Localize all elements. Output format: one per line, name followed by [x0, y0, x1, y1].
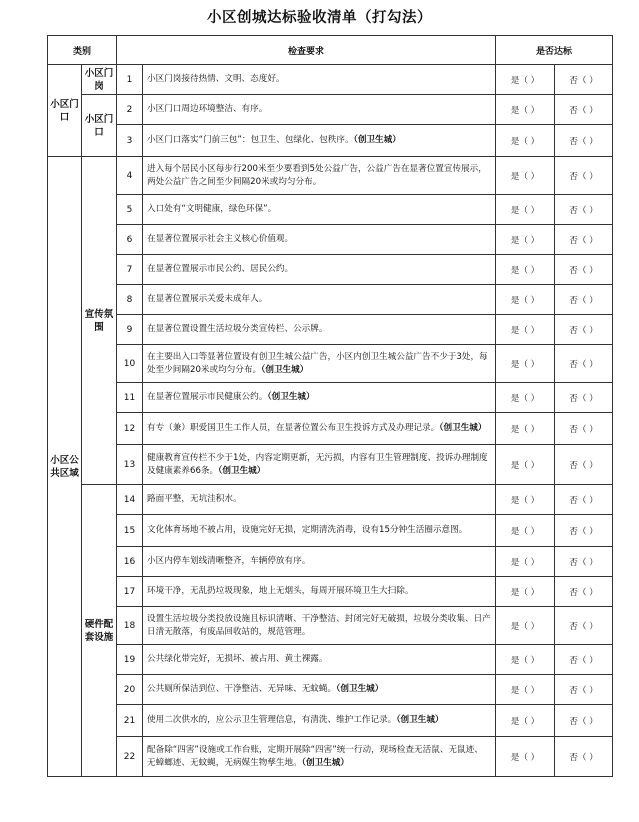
requirement-tag: （创卫生城）	[336, 684, 384, 694]
requirement-cell	[143, 515, 496, 547]
no-checkbox[interactable]: 否（ ）	[555, 315, 613, 345]
table-row	[48, 675, 613, 705]
category-gate: 小区门口	[48, 65, 82, 157]
yes-checkbox[interactable]: 是（ ）	[496, 195, 555, 225]
no-checkbox[interactable]: 否（ ）	[555, 125, 613, 157]
requirement-cell	[143, 577, 496, 607]
yes-checkbox[interactable]: 是（ ）	[496, 445, 555, 485]
yes-checkbox[interactable]: 是（ ）	[496, 157, 555, 195]
requirement-cell	[143, 65, 496, 95]
requirement-cell	[143, 547, 496, 577]
table-row	[48, 157, 613, 195]
subcategory-gate-post: 小区门岗	[82, 65, 117, 95]
requirement-cell	[143, 345, 496, 383]
yes-checkbox[interactable]: 是（ ）	[496, 345, 555, 383]
requirement-tag: （创卫生城）	[353, 135, 401, 145]
requirement-cell	[143, 157, 496, 195]
row-number: 21	[117, 705, 143, 737]
requirement-text: 健康教育宣传栏不少于1处，内容定期更新，无污损，内容有卫生管理制度、投诉办理制度及健康素养66条。	[147, 452, 488, 476]
table-row	[48, 95, 613, 125]
requirement-text: 环境干净，无乱扔垃圾现象，地上无烟头，每周开展环境卫生大扫除。	[147, 586, 414, 596]
requirement-cell	[143, 125, 496, 157]
requirement-cell	[143, 675, 496, 705]
yes-checkbox[interactable]: 是（ ）	[496, 705, 555, 737]
requirement-text: 小区门口落实“门前三包”：包卫生、包绿化、包秩序。	[147, 135, 354, 145]
requirement-cell	[143, 737, 496, 777]
yes-checkbox[interactable]: 是（ ）	[496, 577, 555, 607]
requirement-text: 入口处有“文明健康，绿色环保”。	[147, 204, 277, 214]
row-number: 4	[117, 157, 143, 195]
header-row	[48, 36, 613, 65]
requirement-text: 路面平整，无坑洼积水。	[147, 494, 242, 504]
row-number: 20	[117, 675, 143, 705]
requirement-text: 在显著位置展示关爱未成年人。	[147, 294, 268, 304]
row-number: 5	[117, 195, 143, 225]
requirement-text: 在显著位置展示社会主义核心价值观。	[147, 234, 294, 244]
requirement-text: 公共绿化带完好，无损坏、被占用、黄土裸露。	[147, 654, 328, 664]
yes-checkbox[interactable]: 是（ ）	[496, 383, 555, 413]
requirement-text: 小区门口周边环境整洁、有序。	[147, 104, 268, 114]
yes-checkbox[interactable]: 是（ ）	[496, 255, 555, 285]
requirement-text: 使用二次供水的，应公示卫生管理信息，有清洗、维护工作记录。	[147, 715, 397, 725]
yes-checkbox[interactable]: 是（ ）	[496, 65, 555, 95]
requirement-tag: （创卫生城）	[267, 392, 315, 402]
table-row	[48, 125, 613, 157]
requirement-tag: （创卫生城）	[439, 423, 487, 433]
requirement-cell	[143, 445, 496, 485]
requirement-text: 小区内停车划线清晰整齐，车辆停放有序。	[147, 556, 311, 566]
requirement-cell	[143, 607, 496, 645]
no-checkbox[interactable]: 否（ ）	[555, 285, 613, 315]
requirement-text: 在显著位置设置生活垃圾分类宣传栏、公示牌。	[147, 324, 328, 334]
yes-checkbox[interactable]: 是（ ）	[496, 485, 555, 515]
yes-checkbox[interactable]: 是（ ）	[496, 95, 555, 125]
no-checkbox[interactable]: 否（ ）	[555, 195, 613, 225]
table-row	[48, 485, 613, 515]
table-row	[48, 445, 613, 485]
requirement-text: 在显著位置展示市民健康公约。	[147, 392, 268, 402]
requirement-tag: （创卫生城）	[301, 757, 349, 768]
requirement-cell	[143, 383, 496, 413]
requirement-tag: （创卫生城）	[218, 465, 266, 476]
no-checkbox[interactable]: 否（ ）	[555, 675, 613, 705]
requirement-cell	[143, 705, 496, 737]
table-row	[48, 195, 613, 225]
no-checkbox[interactable]: 否（ ）	[555, 225, 613, 255]
table-row	[48, 285, 613, 315]
category-public-area: 小区公共区域	[48, 157, 82, 777]
requirement-cell	[143, 225, 496, 255]
yes-checkbox[interactable]: 是（ ）	[496, 285, 555, 315]
requirement-tag: （创卫生城）	[261, 364, 309, 375]
row-number: 17	[117, 577, 143, 607]
subcategory-facilities: 硬件配套设施	[82, 485, 117, 777]
row-number: 12	[117, 413, 143, 445]
no-checkbox[interactable]: 否（ ）	[555, 445, 613, 485]
no-checkbox[interactable]: 否（ ）	[555, 255, 613, 285]
checklist-table	[47, 35, 613, 777]
yes-checkbox[interactable]: 是（ ）	[496, 645, 555, 675]
no-checkbox[interactable]: 否（ ）	[555, 95, 613, 125]
requirement-cell	[143, 255, 496, 285]
requirement-text: 在显著位置展示市民公约、居民公约。	[147, 264, 294, 274]
requirement-text: 在主要出入口等显著位置设有创卫生城公益广告，小区内创卫生城公益广告不少于3处，每处至少间隔20米或均匀分布。	[147, 351, 488, 375]
requirement-text: 有专（兼）职爱国卫生工作人员，在显著位置公布卫生投诉方式及办理记录。	[147, 423, 440, 433]
row-number: 10	[117, 345, 143, 383]
no-checkbox[interactable]: 否（ ）	[555, 157, 613, 195]
yes-checkbox[interactable]: 是（ ）	[496, 315, 555, 345]
requirement-cell	[143, 413, 496, 445]
table-row	[48, 225, 613, 255]
row-number: 1	[117, 65, 143, 95]
requirement-cell	[143, 645, 496, 675]
requirement-cell	[143, 485, 496, 515]
requirement-text: 文化体育场地不被占用，设施完好无损，定期清洗消毒，设有15分钟生活圈示意图。	[147, 525, 468, 535]
no-checkbox[interactable]: 否（ ）	[555, 577, 613, 607]
yes-checkbox[interactable]: 是（ ）	[496, 547, 555, 577]
row-number: 7	[117, 255, 143, 285]
requirement-text: 公共厕所保洁到位、干净整洁、无异味、无蚊蝇。	[147, 684, 337, 694]
subcategory-publicity: 宣传氛围	[82, 157, 117, 485]
row-number: 13	[117, 445, 143, 485]
table-row	[48, 255, 613, 285]
yes-checkbox[interactable]: 是（ ）	[496, 515, 555, 547]
no-checkbox[interactable]: 否（ ）	[555, 383, 613, 413]
row-number: 16	[117, 547, 143, 577]
no-checkbox[interactable]: 否（ ）	[555, 705, 613, 737]
header-result: 是否达标	[496, 36, 613, 65]
table-row	[48, 737, 613, 777]
no-checkbox[interactable]: 否（ ）	[555, 413, 613, 445]
table-row	[48, 705, 613, 737]
row-number: 19	[117, 645, 143, 675]
table-row	[48, 645, 613, 675]
requirement-text: 小区门岗接待热情、文明、态度好。	[147, 74, 285, 84]
row-number: 15	[117, 515, 143, 547]
row-number: 9	[117, 315, 143, 345]
no-checkbox[interactable]: 否（ ）	[555, 65, 613, 95]
table-row	[48, 65, 613, 95]
no-checkbox[interactable]: 否（ ）	[555, 547, 613, 577]
header-requirement: 检查要求	[117, 36, 496, 65]
table-row	[48, 383, 613, 413]
yes-checkbox[interactable]: 是（ ）	[496, 125, 555, 157]
header-category: 类别	[48, 36, 117, 65]
yes-checkbox[interactable]: 是（ ）	[496, 675, 555, 705]
table-row	[48, 413, 613, 445]
table-row	[48, 345, 613, 383]
requirement-cell	[143, 95, 496, 125]
table-row	[48, 547, 613, 577]
no-checkbox[interactable]: 否（ ）	[555, 737, 613, 777]
no-checkbox[interactable]: 否（ ）	[555, 515, 613, 547]
requirement-cell	[143, 315, 496, 345]
requirement-text: 进入每个居民小区每步行200米至少要看到5处公益广告，公益广告在显著位置宣传展示，两处公益广告之间至少间隔20米或均匀分布。	[147, 163, 487, 187]
row-number: 6	[117, 225, 143, 255]
requirement-text: 配备除“四害”设施或工作台账，定期开展除“四害”统一行动，现场检查无活鼠、无鼠迹、无蟑螂迹、无蚊蝇，无病媒生物孳生地。	[147, 744, 483, 768]
row-number: 3	[117, 125, 143, 157]
row-number: 18	[117, 607, 143, 645]
yes-checkbox[interactable]: 是（ ）	[496, 413, 555, 445]
requirement-cell	[143, 285, 496, 315]
requirement-text: 设置生活垃圾分类投放设施且标识清晰、干净整洁、封闭完好无破损，垃圾分类收集、日产日清无散落，有废品回收站的，规范管理。	[147, 613, 491, 637]
no-checkbox[interactable]: 否（ ）	[555, 607, 613, 645]
no-checkbox[interactable]: 否（ ）	[555, 645, 613, 675]
subcategory-gate-outside: 小区门口	[82, 95, 117, 157]
table-row	[48, 577, 613, 607]
row-number: 11	[117, 383, 143, 413]
yes-checkbox[interactable]: 是（ ）	[496, 225, 555, 255]
table-row	[48, 515, 613, 547]
requirement-cell	[143, 195, 496, 225]
table-row	[48, 315, 613, 345]
yes-checkbox[interactable]: 是（ ）	[496, 607, 555, 645]
row-number: 14	[117, 485, 143, 515]
row-number: 22	[117, 737, 143, 777]
row-number: 2	[117, 95, 143, 125]
requirement-tag: （创卫生城）	[396, 715, 444, 725]
table-row	[48, 607, 613, 645]
page-title: 小区创城达标验收清单（打勾法）	[207, 10, 432, 26]
row-number: 8	[117, 285, 143, 315]
no-checkbox[interactable]: 否（ ）	[555, 345, 613, 383]
yes-checkbox[interactable]: 是（ ）	[496, 737, 555, 777]
no-checkbox[interactable]: 否（ ）	[555, 485, 613, 515]
